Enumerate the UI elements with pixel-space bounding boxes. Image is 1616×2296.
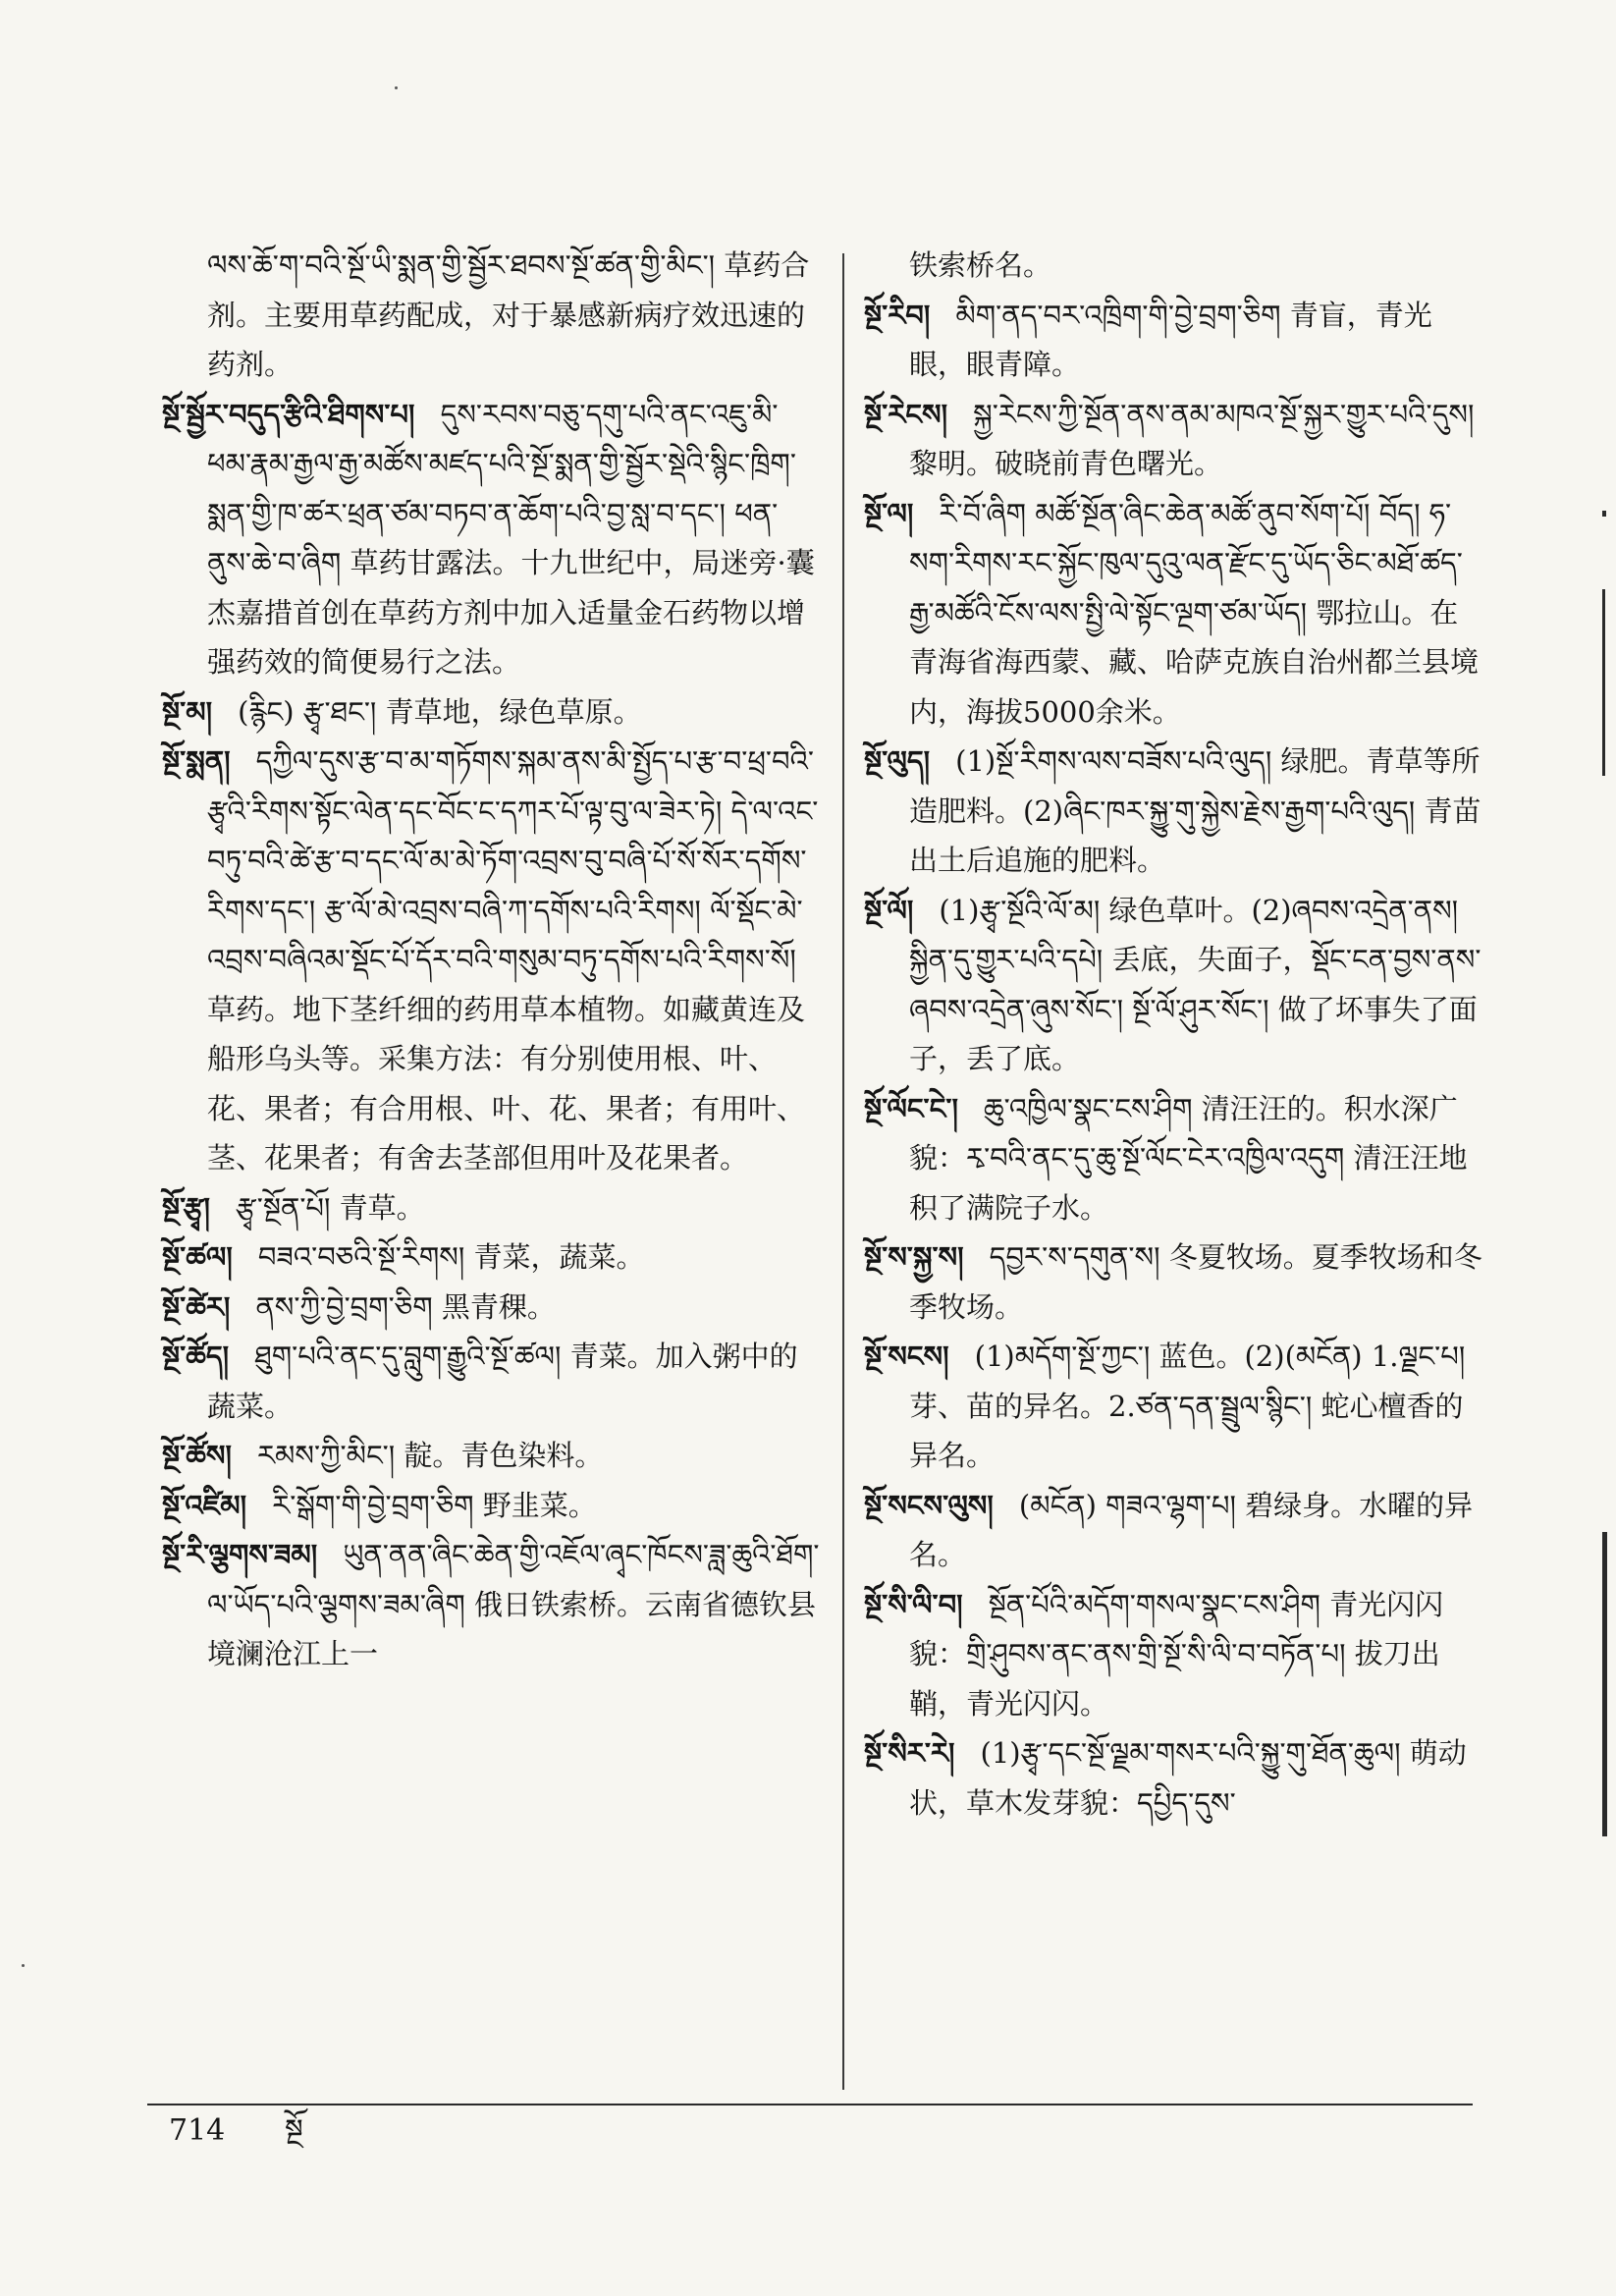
entry-headword: སྔོ་རེངས། [864, 397, 948, 431]
entry-headword: སྔོ་མ། [162, 694, 213, 729]
edge-mark [1602, 1532, 1607, 1836]
entry-definition: མིག་ནད་བར་འཁྲིག་གི་བྱེ་བྲག་ཅིག 青盲，青光眼，眼青障。 [909, 298, 1432, 381]
dictionary-entry [162, 390, 820, 687]
left-column [162, 241, 820, 1679]
dictionary-entry [864, 737, 1484, 886]
dictionary-entry [864, 1332, 1484, 1481]
dictionary-entry [162, 1431, 820, 1481]
dictionary-entry [864, 1580, 1484, 1729]
dictionary-entry [864, 390, 1484, 489]
edge-mark [1602, 589, 1605, 776]
dictionary-entry [864, 1084, 1484, 1233]
entry-headword: སྔོ་ལོ། [864, 893, 914, 927]
entry-headword: སྔོ་སི་ལི་བ། [864, 1587, 963, 1621]
entry-definition: ལས་ཆོ་ག་བའི་སྔོ་ཡི་སྨན་གྱི་སྦྱོར་ཐབས་སྔོ་ཚན་གྱི་མིང་། 草药合剂。主要用草药配成，对于暴感新病疗效迅速的药剂。 [207, 248, 810, 381]
entry-definition: (1)རྩྭ་སྔོའི་ལོ་མ། 绿色草叶。(2)ཞབས་འདྲེན་ནས། སྐྱིན་དུ་གྱུར་པའི་དཔེ། 丢底，失面子，སྡོང་ངན་བྱས་ནས་ཞབས་འདྲེན་ཞུས་སོང་། སྔོ་ལོ་ཤུར་སོང་། 做了坏事失了面子，丢了底。 [909, 893, 1481, 1075]
dictionary-entry [162, 1530, 820, 1679]
entry-definition: རི་བོ་ཞིག མཚོ་སྔོན་ཞིང་ཆེན་མཚོ་ནུབ་སོག་པོ། བོད། ཧ་སག་རིགས་རང་སྐྱོང་ཁུལ་དུའུ་ལན་རྫོང་དུ་ཡོད་ཅིང་མཐོ་ཚད་རྒྱ་མཚོའི་ངོས་ལས་སྤྱི་ལེ་སྟོང་ལྔག་ཙམ་ཡོད། 鄂拉山。在青海省海西蒙、藏、哈萨克族自治州都兰县境内，海拔5000余米。 [909, 496, 1480, 729]
footer-rule [147, 2104, 1473, 2105]
dictionary-entry [162, 1232, 820, 1283]
right-column [864, 241, 1484, 1828]
entry-headword: སྔོ་རི་ལྕགས་ཟམ། [162, 1538, 318, 1571]
dictionary-entry [162, 241, 820, 390]
entry-definition: དཀྱིལ་དུས་རྩ་བ་མ་གཏོགས་སྐམ་ནས་མི་སྤྱོད་པ་རྩ་བ་ཕྲ་བའི་རྩྭའི་རིགས་སྟོང་ལེན་དང་བོང་ང་དཀར་པོ་ལྟ་བུ་ལ་ཟེར་ཏེ། དེ་ལ་འང་བཏུ་བའི་ཚེ་རྩ་བ་དང་ལོ་མ་མེ་ཏོག་འབྲས་བུ་བཞི་པོ་སོ་སོར་དགོས་རིགས་དང་། རྩ་ལོ་མེ་འབྲས་བཞི་ཀ་དགོས་པའི་རིགས། ལོ་སྡོང་མེ་འབྲས་བཞིའམ་སྡོང་པོ་དོར་བའི་གསུམ་བཏུ་དགོས་པའི་རིགས་སོ། 草药。地下茎纤细的药用草本植物。如藏黄连及船形乌头等。采集方法：有分别使用根、叶、花、果者；有合用根、叶、花、果者；有用叶、茎、花果者；有舍去茎部但用叶及花果者。 [207, 744, 819, 1175]
entry-definition: སྔོན་པོའི་མདོག་གསལ་སྣང་ངས་ཤིག 青光闪闪貌：གྲི་ཤུབས་ནང་ནས་གྲི་སྔོ་སི་ལི་བ་བཏོན་པ། 拔刀出鞘，青光闪闪。 [909, 1587, 1444, 1721]
entry-definition: དབྱར་ས་དགུན་ས། 冬夏牧场。夏季牧场和冬季牧场。 [909, 1240, 1482, 1324]
entry-headword: སྔོ་སིར་རེ། [864, 1736, 955, 1770]
dictionary-entry [864, 1232, 1484, 1332]
entry-definition: རི་སྒོག་གི་བྱེ་བྲག་ཅིག 野韭菜。 [272, 1488, 597, 1522]
entry-definition: ཡུན་ནན་ཞིང་ཆེན་གྱི་འཇོལ་ཞྭང་ཁོངས་ཟླ་ཆུའི་ཐོག་ལ་ཡོད་པའི་ལྕགས་ཟམ་ཞིག 俄日铁索桥。云南省德钦县境澜沧江上一 [207, 1538, 820, 1670]
entry-headword: སྔོ་ཚལ། [162, 1240, 233, 1274]
dictionary-entry [864, 1728, 1484, 1828]
speck [22, 1964, 25, 1967]
entry-headword: སྔོ་ལོང་ངེ་། [864, 1091, 958, 1125]
entry-headword: སྔོ་རིབ། [864, 298, 931, 332]
entry-definition: (མངོན) གཟའ་ལྷག་པ། 碧绿身。水曜的异名。 [909, 1488, 1474, 1571]
dictionary-entry [864, 1481, 1484, 1580]
running-head: སྔོ [285, 2113, 303, 2148]
entry-definition: ནས་ཀྱི་བྱེ་བྲག་ཅིག 黑青稞。 [255, 1289, 556, 1324]
entry-definition: ཆུ་འཁྱིལ་སྣང་ངས་ཤིག 清汪汪的。积水深广貌：རྭ་བའི་ནང་དུ་ཆུ་སྔོ་ལོང་ངེར་འཁྱིལ་འདུག 清汪汪地积了满院子水。 [909, 1091, 1468, 1225]
dictionary-entry [864, 241, 1484, 291]
dictionary-entry [162, 737, 820, 1183]
dictionary-entry [162, 1332, 820, 1431]
dictionary-entry [162, 687, 820, 738]
entry-headword: སྔོ་ཚོས། [162, 1439, 232, 1472]
edge-mark [1602, 511, 1606, 517]
entry-definition: སྐྱ་རེངས་ཀྱི་སྔོན་ནས་ནམ་མཁའ་སྔོ་སྐྱར་གྱུར་པའི་དུས། 黎明。破晓前青色曙光。 [909, 397, 1475, 480]
entry-headword: སྔོ་ལ། [864, 496, 914, 530]
entry-headword: སྔོ་སངས་ལུས། [864, 1488, 994, 1522]
entry-definition: རྩྭ་སྔོན་པོ། 青草。 [236, 1190, 425, 1225]
entry-definition: (1)མདོག་སྔོ་ཀྱང་། 蓝色。(2)(མངོན) 1.ལྗང་པ། 芽、苗的异名。2.ཙན་དན་སྦྲུལ་སྙིང་། 蛇心檀香的异名。 [909, 1339, 1466, 1472]
speck [395, 86, 398, 89]
entry-headword: སྔོ་སྦྱོར་བདུད་རྩིའི་ཐིགས་པ། [162, 397, 415, 431]
dictionary-entry [864, 489, 1484, 738]
entry-definition: དུས་རབས་བཅུ་དགུ་པའི་ནང་འཇུ་མི་ཕམ་རྣམ་རྒྱལ་རྒྱ་མཚོས་མཛད་པའི་སྔོ་སྨན་གྱི་སྦྱོར་སྡེའི་སྙིང་ཁྲིག་སྨན་གྱི་ཁ་ཚར་ཕྲན་ཙམ་བཏབ་ན་ཆོག་པའི་བྱ་སླ་བ་དང་། ཕན་ནུས་ཆེ་བ་ཞིག 草药甘露法。十九世纪中，局迷旁·囊杰嘉措首创在草药方剂中加入适量金石药物以增强药效的简便易行之法。 [207, 397, 815, 679]
dictionary-entry [864, 291, 1484, 390]
entry-definition: ཐུག་པའི་ནང་དུ་བླུག་རྒྱུའི་སྔོ་ཚལ། 青菜。加入粥中的蔬菜。 [207, 1339, 798, 1423]
entry-headword: སྔོ་རྩྭ། [162, 1190, 210, 1225]
entry-headword: སྔོ་སངས། [864, 1339, 949, 1373]
entry-definition: (1)སྔོ་རིགས་ལས་བཟོས་པའི་ལུད། 绿肥。青草等所造肥料。(2)ཞིང་ཁར་སྐྱུ་གུ་སྐྱེས་རྗེས་རྒྱག་པའི་ལུད། 青苗出土后追施的肥料。 [909, 744, 1481, 877]
dictionary-entry [864, 886, 1484, 1084]
entry-headword: སྔོ་འཛིམ། [162, 1488, 247, 1522]
entry-definition: 铁索桥名。 [909, 248, 1052, 282]
entry-definition: བཟའ་བཅའི་སྔོ་རིགས། 青菜，蔬菜。 [257, 1240, 645, 1274]
entry-definition: (1)རྩྭ་དང་སྔོ་ལྗམ་གསར་པའི་སྐྱུ་གུ་ཐོན་ཆུལ། 萌动状，草木发芽貌：དཔྱིད་དུས་ [909, 1736, 1467, 1820]
column-divider [842, 253, 844, 2090]
entry-definition: རམས་ཀྱི་མིང་། 靛。青色染料。 [256, 1439, 604, 1472]
entry-definition: (རྙིང) རྩྭ་ཐང་། 青草地，绿色草原。 [238, 694, 642, 729]
dictionary-entry [162, 1183, 820, 1233]
dictionary-entry [162, 1283, 820, 1333]
entry-headword: སྔོ་སྨན། [162, 744, 231, 778]
dictionary-entry [162, 1481, 820, 1531]
entry-headword: སྔོ་ས་སྐྱ་ས། [864, 1240, 964, 1274]
entry-headword: སྔོ་ལུད། [864, 744, 931, 778]
entry-headword: སྔོ་ཚེར། [162, 1289, 231, 1324]
entry-headword: སྔོ་ཚོད། [162, 1339, 230, 1373]
page-number: 714 [169, 2113, 226, 2148]
